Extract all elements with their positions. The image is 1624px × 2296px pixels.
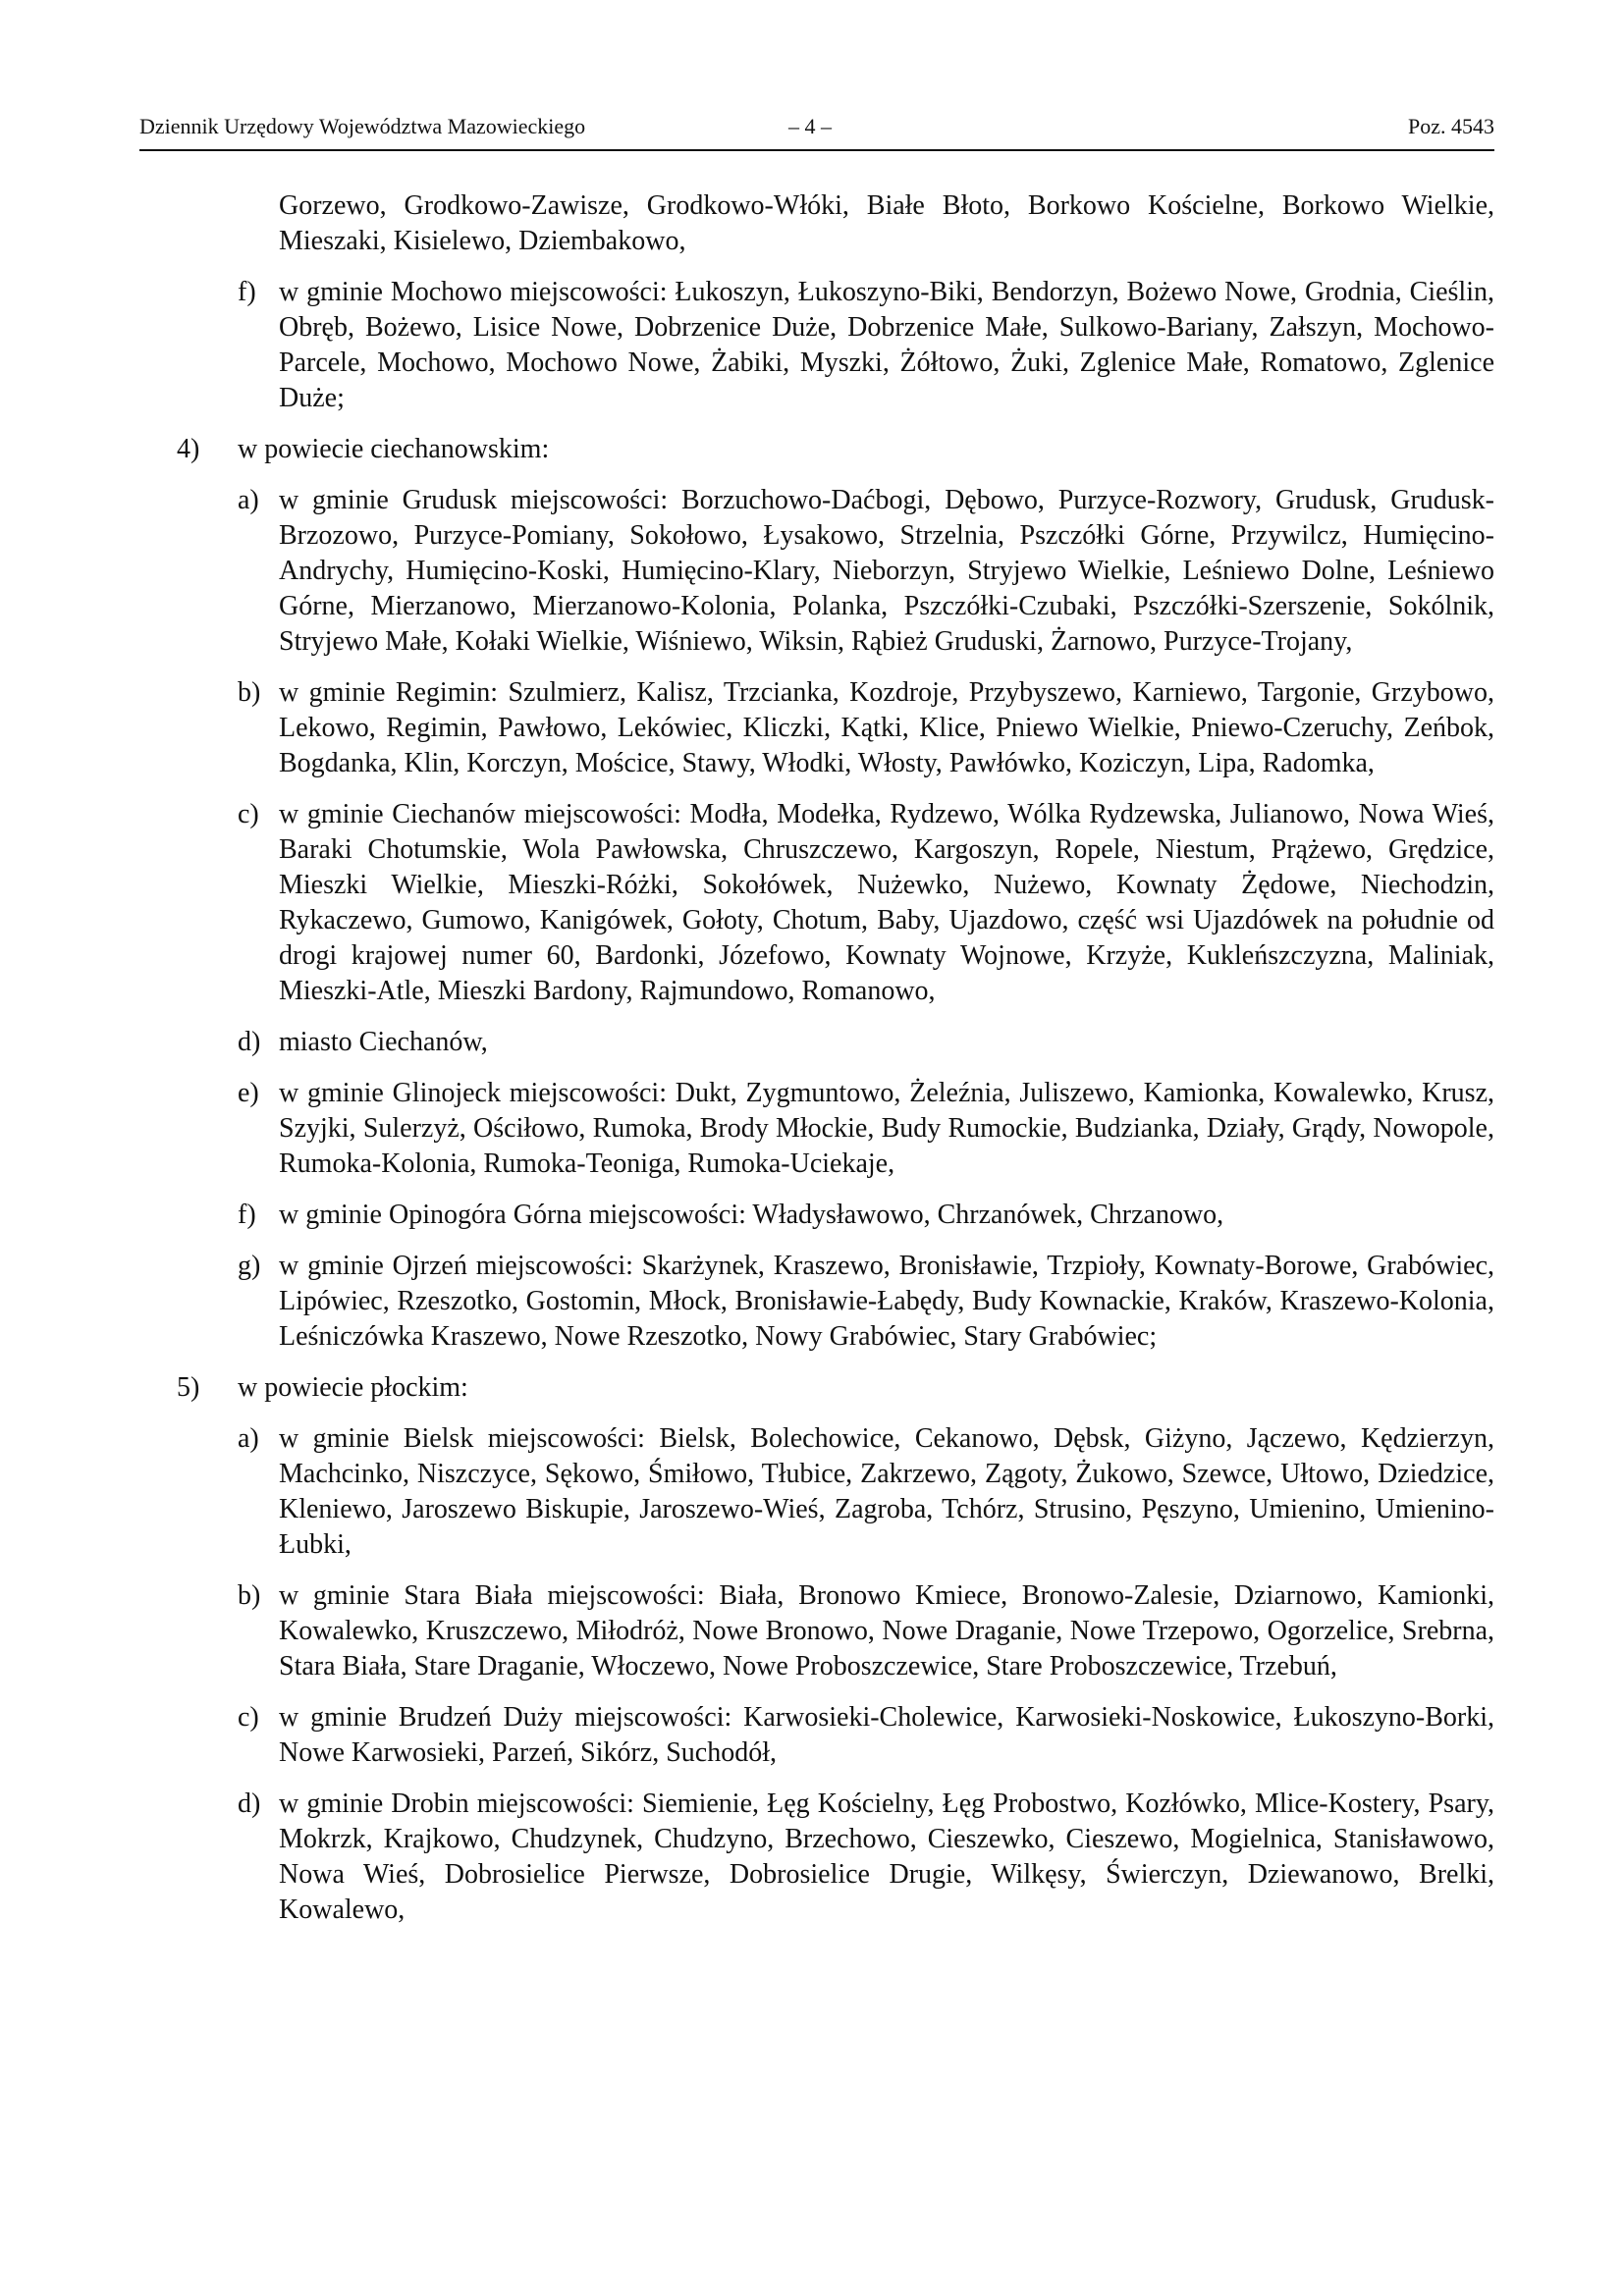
item-marker: f)	[238, 1200, 256, 1230]
item-text: w gminie Drobin miejscowości: Siemienie, Łęg Kościelny, Łęg Probostwo, Kozłówko, Mlice-Kostery, Psary, Mokrzk, Krajkowo, Chudzynek, Chudzyno, Brzechowo, Cieszewko, Cieszewo, Mogielnica, Stanisławowo, Nowa Wieś, Dobrosielice Pierwsze, Dobrosielice Drugie, Wilkęsy, Świerczyn, Dziewanowo, Brelki, Kowalewo,	[279, 1789, 1494, 1925]
list-item	[139, 432, 1494, 467]
item-marker: b)	[238, 1580, 261, 1611]
item-marker: a)	[238, 485, 259, 515]
item-marker: g)	[238, 1251, 261, 1281]
item-marker: b)	[238, 677, 261, 708]
item-marker: d)	[238, 1027, 261, 1057]
item-marker: f)	[238, 277, 256, 307]
list-item	[139, 1198, 1494, 1233]
list-item	[139, 275, 1494, 416]
list-item	[139, 1700, 1494, 1771]
list-item	[139, 1421, 1494, 1563]
list-item	[139, 797, 1494, 1009]
item-text: w gminie Stara Biała miejscowości: Biała, Bronowo Kmiece, Bronowo-Zalesie, Dziarnowo, Kamionki, Kowalewko, Kruszczewo, Miłodróż, Nowe Bronowo, Nowe Draganie, Nowe Trzepowo, Ogorzelice, Srebrna, Stara Biała, Stare Draganie, Włoczewo, Nowe Proboszczewice, Stare Proboszczewice, Trzebuń,	[279, 1580, 1494, 1682]
list-item	[139, 1249, 1494, 1355]
item-text: w gminie Brudzeń Duży miejscowości: Karwosieki-Cholewice, Karwosieki-Noskowice, Łukoszyno-Borki, Nowe Karwosieki, Parzeń, Sikórz, Suchodół,	[279, 1702, 1494, 1768]
item-text: miasto Ciechanów,	[279, 1027, 488, 1057]
item-text: w powiecie płockim:	[238, 1372, 468, 1403]
continuation-paragraph: Gorzewo, Grodkowo-Zawisze, Grodkowo-Włóki, Białe Błoto, Borkowo Kościelne, Borkowo Wielkie, Mieszaki, Kisielewo, Dziembakowo,	[279, 190, 1494, 256]
page-number: – 4 –	[788, 114, 832, 138]
list-item	[139, 675, 1494, 781]
item-text: w gminie Mochowo miejscowości: Łukoszyn, Łukoszyno-Biki, Bendorzyn, Bożewo Nowe, Grodnia, Cieślin, Obręb, Bożewo, Lisice Nowe, Dobrzenice Duże, Dobrzenice Małe, Sulkowo-Bariany, Załszyn, Mochowo-Parcele, Mochowo, Mochowo Nowe, Żabiki, Myszki, Żółtowo, Żuki, Zglenice Małe, Romatowo, Zglenice Duże;	[279, 277, 1494, 413]
list-item	[139, 1787, 1494, 1928]
item-marker: a)	[238, 1423, 259, 1454]
list-item	[139, 1025, 1494, 1060]
list-item	[139, 483, 1494, 660]
list-item	[139, 1076, 1494, 1182]
page-header	[139, 110, 1494, 151]
item-text: w gminie Ojrzeń miejscowości: Skarżynek, Kraszewo, Bronisławie, Trzpioły, Kownaty-Borowe, Grabówiec, Lipówiec, Rzeszotko, Gostomin, Młock, Bronisławie-Łabędy, Budy Kownackie, Kraków, Kraszewo-Kolonia, Leśniczówka Kraszewo, Nowe Rzeszotko, Nowy Grabówiec, Stary Grabówiec;	[279, 1251, 1494, 1352]
item-marker: d)	[238, 1789, 261, 1819]
item-text: w gminie Bielsk miejscowości: Bielsk, Bolechowice, Cekanowo, Dębsk, Giżyno, Jączewo, Kędzierzyn, Machcinko, Niszczyce, Sękowo, Śmiłowo, Tłubice, Zakrzewo, Zągoty, Żukowo, Szewce, Ułtowo, Dziedzice, Kleniewo, Jaroszewo Biskupie, Jaroszewo-Wieś, Zagroba, Tchórz, Strusino, Pęszyno, Umienino, Umienino-Łubki,	[279, 1423, 1494, 1560]
item-text: w gminie Opinogóra Górna miejscowości: Władysławowo, Chrzanówek, Chrzanowo,	[279, 1200, 1224, 1230]
item-marker: 4)	[177, 434, 200, 464]
item-marker: c)	[238, 799, 259, 829]
document-body	[139, 188, 1494, 1944]
item-marker: 5)	[177, 1372, 200, 1403]
item-marker: e)	[238, 1078, 259, 1108]
item-text: w powiecie ciechanowskim:	[238, 434, 550, 464]
item-text: w gminie Ciechanów miejscowości: Modła, Modełka, Rydzewo, Wólka Rydzewska, Julianowo, Nowa Wieś, Baraki Chotumskie, Wola Pawłowska, Chruszczewo, Kargoszyn, Ropele, Niestum, Prążewo, Grędzice, Mieszki Wielkie, Mieszki-Różki, Sokołówek, Nużewko, Nużewo, Kownaty Żędowe, Niechodzin, Rykaczewo, Gumowo, Kanigówek, Gołoty, Chotum, Baby, Ujazdowo, część wsi Ujazdówek na południe od drogi krajowej numer 60, Bardonki, Józefowo, Kownaty Wojnowe, Krzyże, Kukleńszczyzna, Maliniak, Mieszki-Atle, Mieszki Bardony, Rajmundowo, Romanowo,	[279, 799, 1494, 1006]
journal-title: Dziennik Urzędowy Województwa Mazowieckiego	[139, 114, 586, 138]
position-number: Poz. 4543	[1408, 114, 1494, 138]
list-item	[139, 1578, 1494, 1684]
list-item	[139, 1370, 1494, 1406]
item-marker: c)	[238, 1702, 259, 1733]
item-text: w gminie Glinojeck miejscowości: Dukt, Zygmuntowo, Żeleźnia, Juliszewo, Kamionka, Kowalewko, Krusz, Szyjki, Sulerzyż, Ościłowo, Rumoka, Brody Młockie, Budy Rumockie, Budzianka, Działy, Grądy, Nowopole, Rumoka-Kolonia, Rumoka-Teoniga, Rumoka-Uciekaje,	[279, 1078, 1494, 1179]
item-text: w gminie Regimin: Szulmierz, Kalisz, Trzcianka, Kozdroje, Przybyszewo, Karniewo, Targonie, Grzybowo, Lekowo, Regimin, Pawłowo, Lekówiec, Kliczki, Kątki, Klice, Pniewo Wielkie, Pniewo-Czeruchy, Zeńbok, Bogdanka, Klin, Korczyn, Mościce, Stawy, Włodki, Włosty, Pawłówko, Koziczyn, Lipa, Radomka,	[279, 677, 1494, 778]
item-text: w gminie Grudusk miejscowości: Borzuchowo-Daćbogi, Dębowo, Purzyce-Rozwory, Grudusk, Grudusk-Brzozowo, Purzyce-Pomiany, Sokołowo, Łysakowo, Strzelnia, Pszczółki Górne, Przywilcz, Humięcino-Andrychy, Humięcino-Koski, Humięcino-Klary, Nieborzyn, Stryjewo Wielkie, Leśniewo Dolne, Leśniewo Górne, Mierzanowo, Mierzanowo-Kolonia, Polanka, Pszczółki-Czubaki, Pszczółki-Szerszenie, Sokólnik, Stryjewo Małe, Kołaki Wielkie, Wiśniewo, Wiksin, Rąbież Gruduski, Żarnowo, Purzyce-Trojany,	[279, 485, 1494, 657]
